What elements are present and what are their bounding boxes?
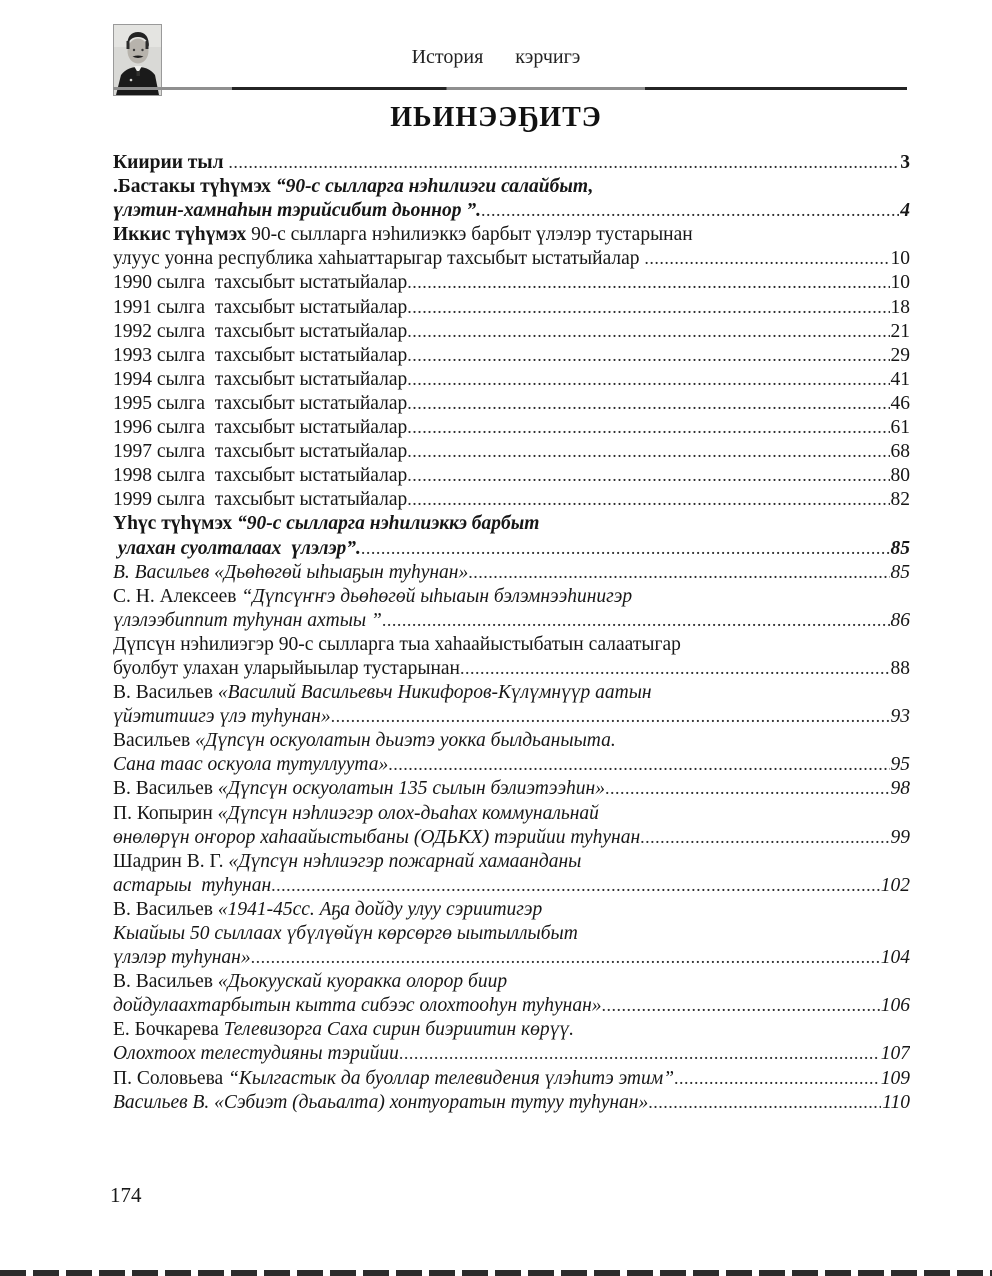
toc-text-segment: «Дүпсүн нэһлиэгэр пожарнай хамаанданы	[228, 850, 582, 872]
toc-text-segment: дойдулаахтарбытын кытта сибээс олохтооһун туһунан»	[113, 995, 602, 1017]
dot-leader	[271, 875, 880, 896]
toc-text-segment: «Василий Васильевьч Никифоров-Күлүмнүүр аатын	[217, 682, 652, 704]
toc-text-segment: Е. Бочкарева	[113, 1019, 224, 1041]
toc-text-segment: Васильев	[113, 730, 196, 752]
toc-text-segment: 1999 сылга тахсыбыт ыстатыйалар	[113, 489, 408, 511]
toc-page-number: 104	[880, 947, 910, 969]
toc-text-segment: 1990 сылга тахсыбыт ыстатыйалар	[113, 272, 408, 294]
toc-text-segment: В. Васильев	[113, 778, 218, 800]
toc-text-segment: «Дүпсүн оскуолатын 135 сылын бэлиэтээһин»	[217, 778, 605, 800]
toc-page-number: 106	[880, 995, 910, 1017]
toc-page-number: 86	[890, 609, 910, 631]
toc-text-segment: Васильев В. «Сэбиэт (дьаьалта) хонтуоратын тутуу туһунан»	[113, 1091, 649, 1113]
toc-text-segment: Иккис түһүмэх	[113, 224, 252, 246]
toc-line	[113, 754, 910, 778]
toc-line	[113, 778, 910, 802]
toc-line	[113, 634, 910, 658]
toc-line	[113, 562, 910, 586]
dot-leader	[460, 658, 890, 679]
dot-leader	[382, 610, 890, 631]
toc-line	[113, 321, 910, 345]
toc-page-number: 102	[880, 874, 910, 896]
toc-text-segment: “Дүпсүҥҥэ дьөһөгөй ыһыаын бэлэмнээһинигэр	[241, 585, 633, 607]
toc-text-segment: 1992 сылга тахсыбыт ыстатыйалар	[113, 320, 408, 342]
toc-text-segment: Кыайыы 50 сыллаах үбүлүөйүн көрсөргө ыытыллыбыт	[113, 923, 578, 944]
toc-line	[113, 393, 910, 417]
bottom-scan-bar	[0, 1270, 992, 1276]
toc-text-segment: «Дүпсүн нэһлиэгэр олох-дьаһах коммунальнай	[217, 802, 599, 824]
toc-line	[113, 538, 910, 562]
toc-text-segment: улуус уонна республика хаһыаттарыгар тахсыбыт ыстатыйалар	[113, 248, 645, 270]
toc-text-segment: В. Васильев	[113, 971, 218, 993]
dot-leader	[674, 1068, 880, 1089]
toc-line	[113, 297, 910, 321]
dot-leader	[648, 1092, 881, 1113]
toc-line	[113, 200, 910, 224]
toc-page-number: 4	[900, 200, 910, 222]
toc-page-number: 93	[890, 706, 910, 728]
toc-text-segment: В. Васильев	[113, 682, 218, 704]
dot-leader	[468, 562, 889, 583]
toc-text-segment: астарыы туһунан	[113, 874, 272, 896]
toc-text-segment: 1991 сылга тахсыбыт ыстатыйалар	[113, 296, 408, 318]
toc-line	[113, 489, 910, 513]
toc-text-segment: өнөлөрүн оҥорор хаһаайыстыбаны (ОДЬКХ) тэрийии туһунан	[113, 826, 641, 848]
toc-page-number: 18	[890, 296, 910, 318]
dot-leader	[228, 152, 899, 173]
dot-leader	[407, 489, 889, 510]
toc-text-segment: Сана таас оскуола тутуллуута»	[113, 754, 389, 776]
toc-text-segment: 1996 сылга тахсыбыт ыстатыйалар	[113, 417, 408, 439]
toc-line	[113, 923, 910, 947]
toc-line	[113, 1043, 910, 1067]
dot-leader	[407, 297, 889, 318]
dot-leader	[481, 200, 899, 221]
toc-page-number: 109	[880, 1067, 910, 1089]
toc-line	[113, 586, 910, 610]
toc-line	[113, 682, 910, 706]
page-title: ИЬИНЭЭҔИТЭ	[390, 102, 602, 133]
toc-text-segment: “90-с сылларга нэһилиэккэ барбыт	[236, 513, 540, 535]
toc-line	[113, 995, 910, 1019]
toc-text-segment: В. Васильев «Дьөһөгөй ыһыаҕын туһунан»	[113, 561, 469, 583]
dot-leader	[407, 441, 889, 462]
toc-text-segment: С. Н. Алексеев	[113, 585, 242, 607]
journal-title-word2: кэрчигэ	[515, 46, 581, 68]
toc-text-segment: үйэтитиигэ үлэ туһунан»	[113, 706, 331, 728]
toc-text-segment: “90-с сылларга нэһилиэги салайбыт,	[275, 176, 594, 198]
dot-leader	[407, 321, 889, 342]
dot-leader	[644, 248, 889, 269]
dot-leader	[407, 272, 889, 293]
toc-line	[113, 465, 910, 489]
toc-line	[113, 658, 910, 682]
toc-text-segment: Киирии тыл	[113, 152, 229, 173]
dot-leader	[407, 417, 889, 438]
toc-text-segment: үлэлэр туһунан»	[113, 947, 251, 969]
toc-text-segment: П. Копырин	[113, 802, 218, 824]
toc-page-number: 88	[890, 657, 910, 679]
toc-text-segment: .Бастакы түһүмэх	[113, 176, 276, 198]
toc-line	[113, 803, 910, 827]
toc-text-segment: Дүпсүн нэһилиэгэр 90-с сылларга тыа хаһаайыстыбатын салаатыгар	[113, 633, 681, 655]
toc-text-segment: 1993 сылга тахсыбыт ыстатыйалар	[113, 344, 408, 366]
toc-line	[113, 152, 910, 176]
dot-leader	[388, 754, 889, 775]
toc-text-segment: В. Васильев	[113, 898, 218, 920]
toc-text-segment: буолбут улахан уларыйыылар тустарынан	[113, 657, 460, 679]
dot-leader	[407, 393, 889, 414]
toc-page-number: 85	[890, 537, 910, 559]
toc-line	[113, 851, 910, 875]
header-rule	[113, 87, 907, 90]
toc-text-segment: үлэлээбиппит туһунан ахтыы ”	[113, 609, 382, 631]
toc-text-segment: «1941-45сс. Аҕа дойду улуу сэриитигэр	[217, 898, 543, 920]
dot-leader	[407, 369, 889, 390]
toc-text-segment: Шадрин В. Г.	[113, 850, 229, 872]
toc-page-number: 29	[890, 344, 910, 366]
toc-line	[113, 417, 910, 441]
dot-leader	[331, 706, 890, 727]
dot-leader	[361, 538, 890, 559]
toc-page-number: 46	[890, 392, 910, 414]
toc-line	[113, 827, 910, 851]
toc-text-segment: Олохтоох телестудияны тэрийии	[113, 1043, 399, 1065]
toc-page-number: 82	[890, 489, 910, 511]
journal-title	[0, 46, 992, 69]
toc-text-segment: Үһүс түһүмэх	[113, 513, 237, 535]
toc-line	[113, 272, 910, 296]
toc-page-number: 98	[890, 778, 910, 800]
toc-page-number: 99	[890, 826, 910, 848]
toc-page-number: 68	[890, 441, 910, 463]
toc-text-segment: 90-с сылларга нэһилиэккэ барбыт үлэлэр тустарынан	[251, 224, 693, 246]
table-of-contents	[113, 152, 910, 1116]
toc-page-number: 41	[890, 368, 910, 390]
dot-leader	[407, 465, 889, 486]
toc-line	[113, 441, 910, 465]
toc-line	[113, 610, 910, 634]
toc-line	[113, 730, 910, 754]
toc-text-segment: «Дьокуускай куоракка олорор биир	[217, 971, 508, 993]
toc-page-number: 85	[890, 561, 910, 583]
toc-line	[113, 248, 910, 272]
toc-page-number: 10	[890, 248, 910, 270]
toc-line	[113, 971, 910, 995]
toc-text-segment: 1997 сылга тахсыбыт ыстатыйалар	[113, 441, 408, 463]
toc-line	[113, 345, 910, 369]
toc-line	[113, 947, 910, 971]
dot-leader	[251, 947, 880, 968]
dot-leader	[605, 778, 890, 799]
toc-page-number: 61	[890, 417, 910, 439]
dot-leader	[407, 345, 889, 366]
toc-page-number: 80	[890, 465, 910, 487]
toc-text-segment: 1995 сылга тахсыбыт ыстатыйалар	[113, 392, 408, 414]
toc-line	[113, 1092, 910, 1116]
toc-text-segment: Телевизорга Саха сирин биэриитин көрүү.	[223, 1019, 575, 1041]
toc-text-segment: улахан суолталаах үлэлэр”.	[113, 537, 361, 559]
toc-page-number: 10	[890, 272, 910, 294]
toc-text-segment: 1994 сылга тахсыбыт ыстатыйалар	[113, 368, 408, 390]
toc-line	[113, 899, 910, 923]
toc-line	[113, 1068, 910, 1092]
toc-text-segment: П. Соловьева	[113, 1067, 229, 1089]
toc-line	[113, 176, 910, 200]
toc-line	[113, 513, 910, 537]
journal-title-word1: История	[411, 46, 484, 68]
page-number: 174	[110, 1183, 142, 1207]
toc-text-segment: «Дүпсүн оскуолатын дьиэтэ уокка былдьаныыта.	[195, 730, 616, 752]
toc-line	[113, 1019, 910, 1043]
toc-page-number: 95	[890, 754, 910, 776]
toc-text-segment: 1998 сылга тахсыбыт ыстатыйалар	[113, 465, 408, 487]
toc-line	[113, 706, 910, 730]
toc-page-number: 3	[900, 152, 910, 173]
dot-leader	[640, 827, 889, 848]
toc-page-number: 21	[890, 320, 910, 342]
toc-line	[113, 224, 910, 248]
toc-text-segment: “Кылгастык да буоллар телевидения үлэһитэ этим”	[228, 1067, 675, 1089]
toc-page-number: 110	[882, 1091, 910, 1113]
toc-line	[113, 369, 910, 393]
dot-leader	[399, 1043, 880, 1064]
dot-leader	[602, 995, 880, 1016]
toc-line	[113, 875, 910, 899]
toc-page-number: 107	[880, 1043, 910, 1065]
toc-text-segment: үлэтин-хамнаһын тэрийсибит дьоннор ”.	[113, 200, 481, 222]
